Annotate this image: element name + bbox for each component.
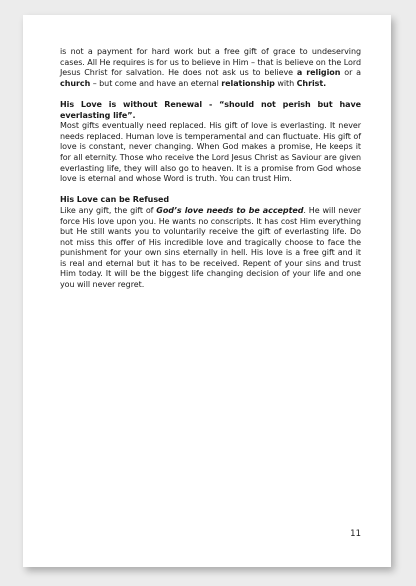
section-body-renewal: Most gifts eventually need replaced. His gift of love is everlasting. It never needs replaced. Human love is temperamental and can fluctuate. His gift of love is constant, never changing. When God makes a promise, He keeps it for all eternity. Those who receive the Lord Jesus Christ as Saviour are given everlasting life, they will also go to heaven. It is a promise from God whose love is eternal and whose Word is truth. You can trust Him. bbox=[60, 121, 361, 184]
intro-text-3: – but come and have an eternal bbox=[90, 78, 222, 88]
emphasis-accepted: God’s love needs to be accepted bbox=[156, 205, 304, 215]
intro-text-4: with bbox=[274, 78, 297, 88]
section-heading-renewal: His Love is without Renewal - “should not perish but have everlasting life”. bbox=[60, 99, 361, 120]
intro-paragraph bbox=[60, 47, 361, 89]
section-heading-refused: His Love can be Refused bbox=[60, 195, 170, 205]
emphasis-religion: a religion bbox=[296, 68, 341, 78]
emphasis-relationship: relationship bbox=[221, 78, 275, 88]
intro-text-1: is not a payment for hard work but a free gift of grace to undeserving cases. All He requires is for us to believe in Him – that is believe on the Lord Jesus Christ for salvation. He does not ask us to believe bbox=[60, 47, 361, 78]
intro-text-2: or a bbox=[340, 68, 361, 78]
section-body-refused bbox=[60, 206, 361, 291]
refused-text-start: Like any gift, the gift of bbox=[60, 205, 157, 215]
page-number: 11 bbox=[350, 529, 361, 539]
paragraph-spacer bbox=[60, 185, 361, 196]
book-page bbox=[23, 15, 391, 567]
emphasis-christ: Christ. bbox=[296, 78, 327, 88]
refused-text-rest: . He will never force His love upon you. He wants no conscripts. It has cost Him everything but He still wants you to voluntarily receive the gift of everlasting life. Do not miss this offer of His incredible love and tragically choose to face the punishment for your own sins eternally in hell. His love is a free gift and it is real and eternal but it has to be received. Repent of your sins and trust Him today. It will be the biggest life changing decision of your life and one you will never regret. bbox=[60, 205, 361, 290]
emphasis-church: church bbox=[60, 78, 91, 88]
paragraph-spacer bbox=[60, 89, 361, 100]
page-body bbox=[60, 47, 361, 291]
